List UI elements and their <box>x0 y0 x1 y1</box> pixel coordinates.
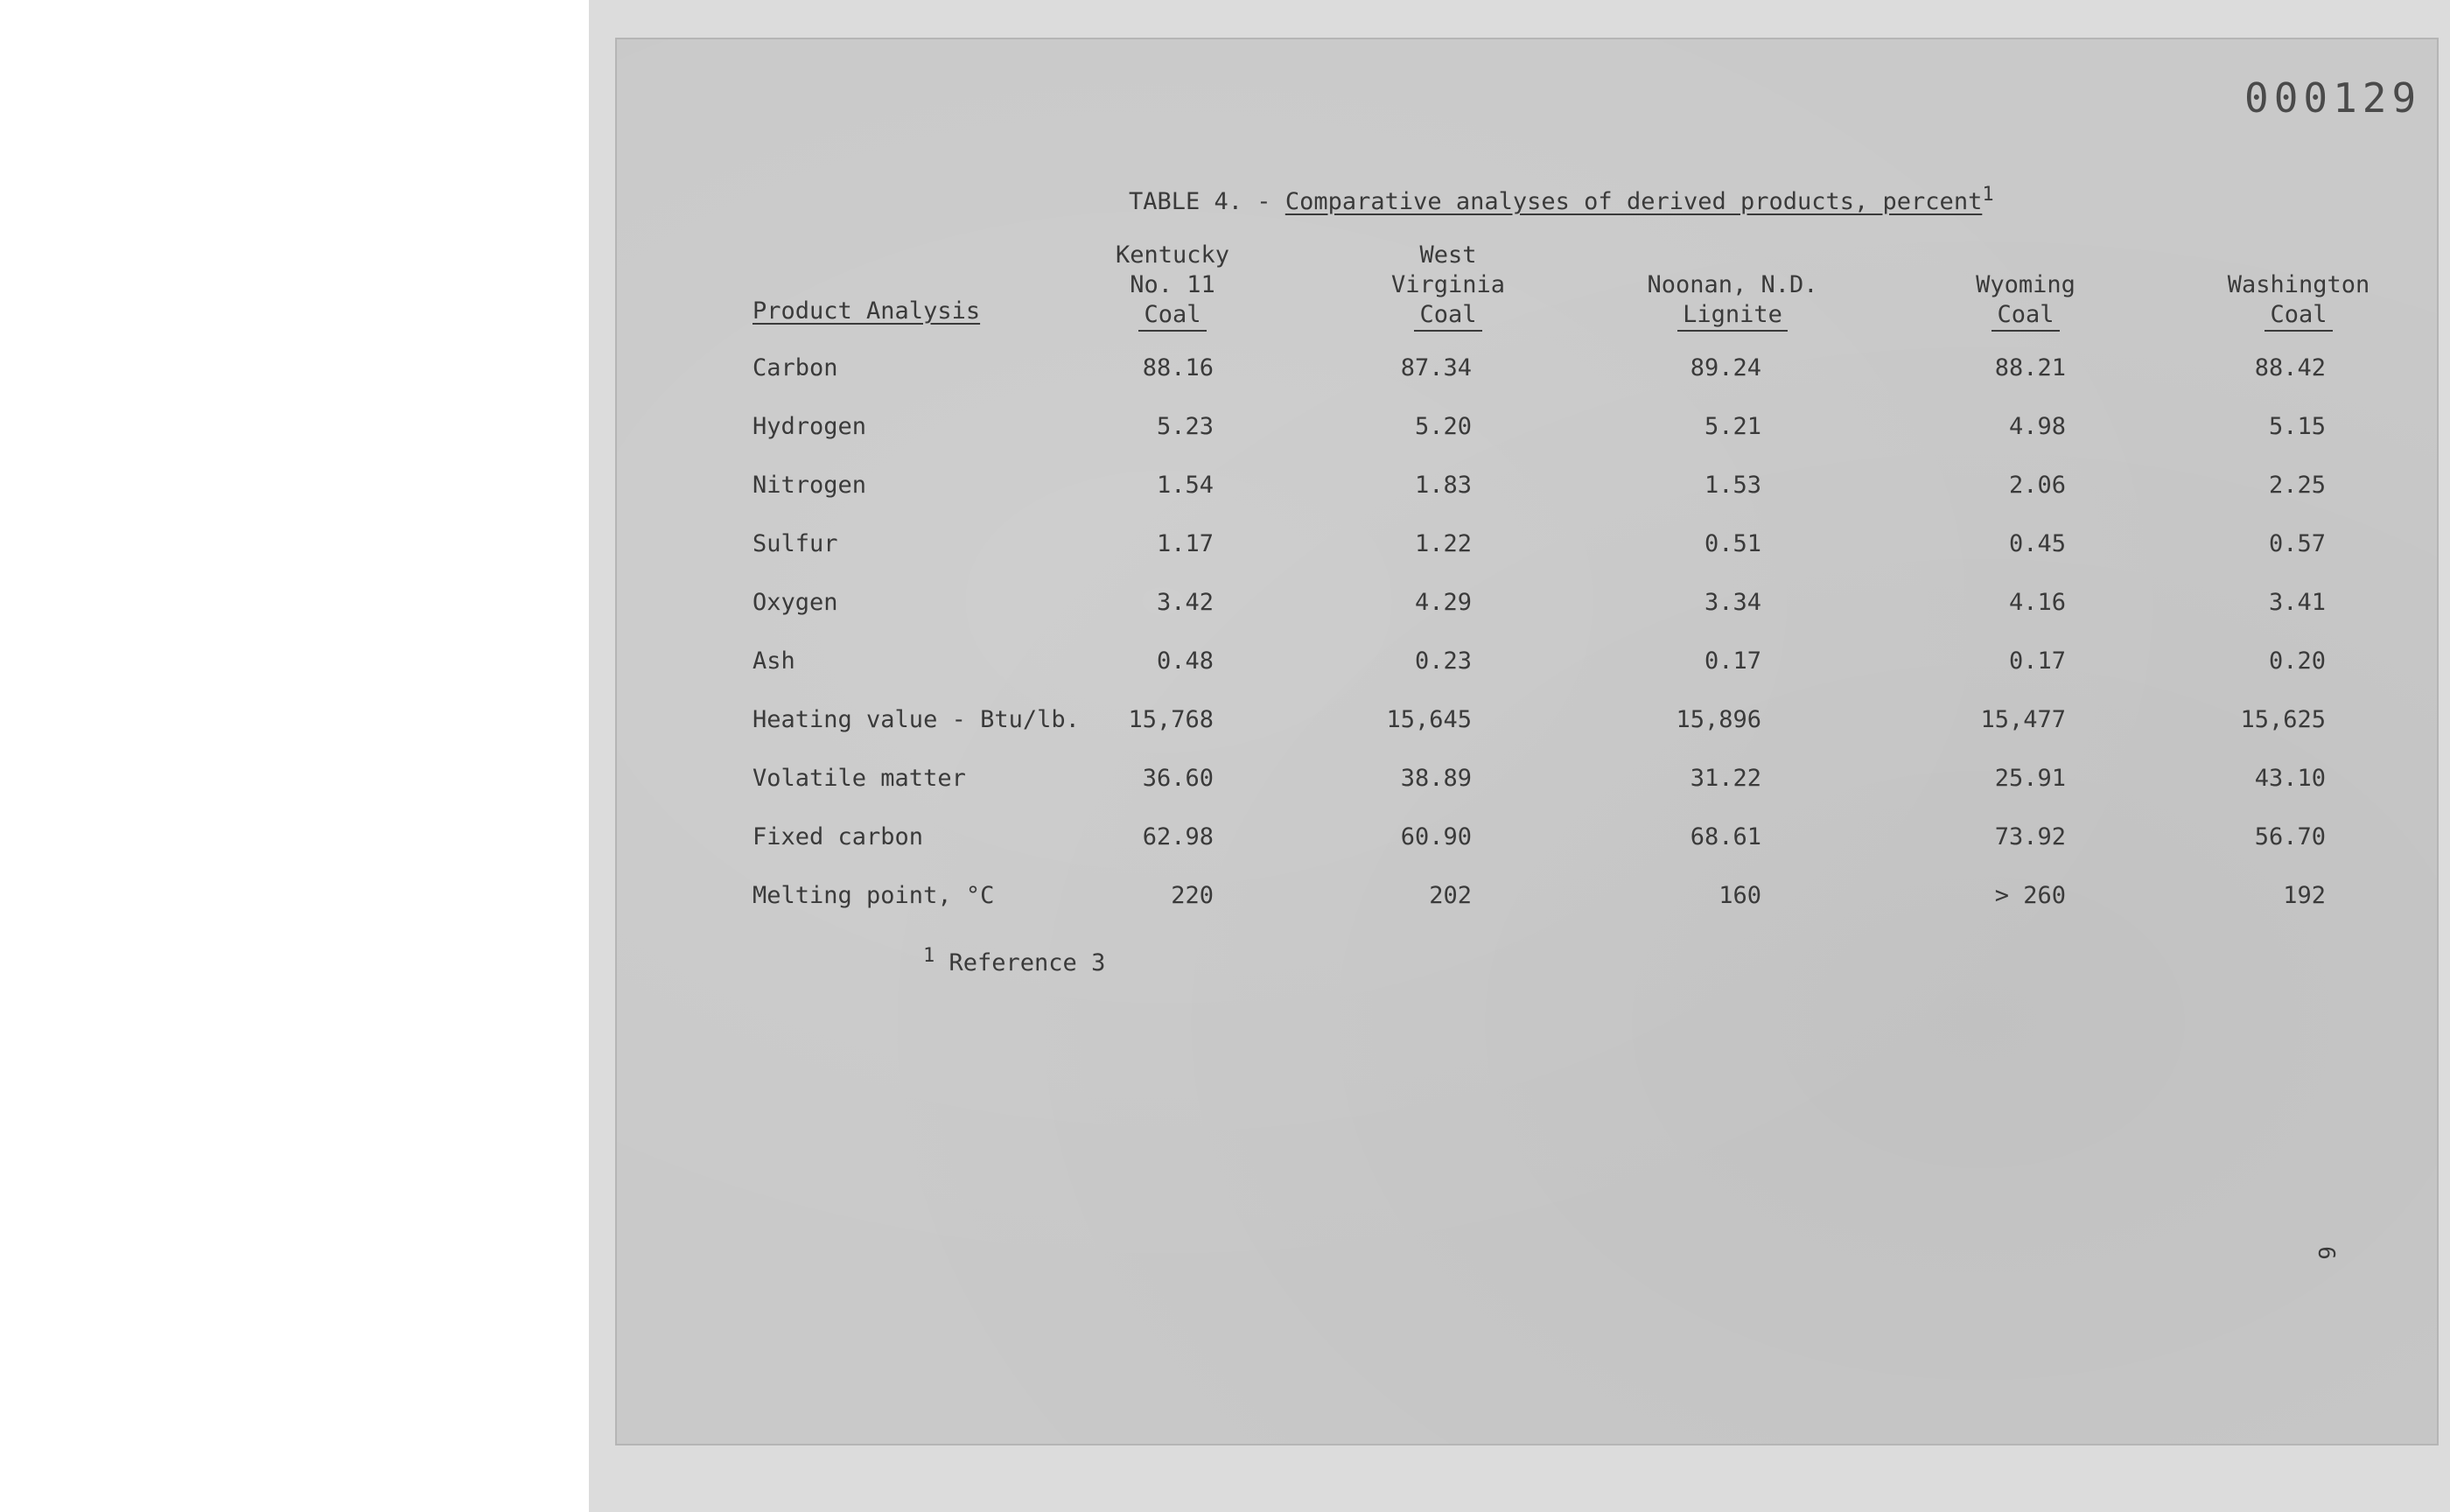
table-row <box>617 530 2437 565</box>
table-title-prefix: TABLE 4. - <box>1129 188 1285 215</box>
column-header-text: Noonan, N.D. <box>1647 271 1818 298</box>
row-label: Fixed carbon <box>752 823 924 850</box>
table-cell: 192 <box>2283 882 2326 909</box>
row-label: Sulfur <box>752 530 838 557</box>
table-cell: 2.06 <box>2008 472 2066 499</box>
row-label: Heating value - Btu/lb. <box>752 706 1080 733</box>
column-header-text: West Virginia <box>1390 242 1506 298</box>
table-cell: 1.22 <box>1414 530 1472 557</box>
stamp-number: 000129 <box>2244 74 2422 122</box>
table-cell: 220 <box>1171 882 1214 909</box>
table-cell: 15,625 <box>2240 706 2326 733</box>
column-header-underlined-text: Coal <box>2264 300 2332 332</box>
table-row <box>617 472 2437 507</box>
row-label: Ash <box>752 648 795 675</box>
table-row <box>617 589 2437 624</box>
table-title-main: Comparative analyses of derived products, percent <box>1284 188 1983 215</box>
column-header-underlined-text: Coal <box>1138 300 1206 332</box>
table-cell: 4.16 <box>2008 589 2066 616</box>
table-cell: 202 <box>1429 882 1472 909</box>
column-header-underlined-text: Coal <box>1992 300 2059 332</box>
table-cell: 87.34 <box>1400 354 1472 382</box>
table-cell: 0.23 <box>1414 648 1472 675</box>
table-cell: 4.29 <box>1414 589 1472 616</box>
column-header <box>2159 270 2439 332</box>
table-cell: 25.91 <box>1994 765 2066 792</box>
side-page-number: 6 <box>2312 1246 2339 1260</box>
table-cell: 4.98 <box>2008 413 2066 440</box>
table-row <box>617 882 2437 917</box>
row-label: Volatile matter <box>752 765 966 792</box>
table-cell: 38.89 <box>1400 765 1472 792</box>
table-cell: 3.42 <box>1156 589 1214 616</box>
table-cell: 0.57 <box>2268 530 2326 557</box>
table-cell: 43.10 <box>2254 765 2326 792</box>
table-row <box>617 706 2437 741</box>
table-cell: 36.60 <box>1142 765 1214 792</box>
table-cell: 68.61 <box>1690 823 1761 850</box>
column-header-underlined-text: Lignite <box>1677 300 1788 332</box>
table-cell: 1.83 <box>1414 472 1472 499</box>
table-cell: 0.51 <box>1704 530 1761 557</box>
column-header <box>1592 270 1872 332</box>
table-cell: 60.90 <box>1400 823 1472 850</box>
table-cell: 0.48 <box>1156 648 1214 675</box>
row-label: Nitrogen <box>752 472 867 499</box>
column-header <box>1886 270 2166 332</box>
column-header-text: Washington <box>2227 271 2370 298</box>
footnote <box>923 945 1105 976</box>
table-cell: 1.54 <box>1156 472 1214 499</box>
table-cell: 3.41 <box>2268 589 2326 616</box>
table-cell: 62.98 <box>1142 823 1214 850</box>
table-cell: 3.34 <box>1704 589 1761 616</box>
column-header-text: Kentucky No. 11 <box>1115 242 1230 298</box>
row-label: Carbon <box>752 354 838 382</box>
table-cell: 31.22 <box>1690 765 1761 792</box>
table-cell: 2.25 <box>2268 472 2326 499</box>
table-cell: 88.16 <box>1142 354 1214 382</box>
table-cell: 88.21 <box>1994 354 2066 382</box>
table-cell: 15,768 <box>1128 706 1214 733</box>
table-cell: 160 <box>1718 882 1761 909</box>
table-cell: 15,645 <box>1386 706 1472 733</box>
table-cell: 0.17 <box>2008 648 2066 675</box>
table-row <box>617 413 2437 448</box>
table-title-footnote-mark: 1 <box>1982 184 1994 206</box>
table-cell: 5.23 <box>1156 413 1214 440</box>
table-cell: > 260 <box>1994 882 2066 909</box>
footnote-text: Reference 3 <box>948 949 1106 976</box>
table-cell: 73.92 <box>1994 823 2066 850</box>
table-cell: 0.20 <box>2268 648 2326 675</box>
row-label: Oxygen <box>752 589 838 616</box>
table-cell: 5.21 <box>1704 413 1761 440</box>
table-cell: 0.17 <box>1704 648 1761 675</box>
table-row <box>617 648 2437 682</box>
table-row <box>617 354 2437 389</box>
table-cell: 5.20 <box>1414 413 1472 440</box>
column-header <box>1032 241 1312 332</box>
table-cell: 1.53 <box>1704 472 1761 499</box>
row-label: Hydrogen <box>752 413 867 440</box>
table-cell: 0.45 <box>2008 530 2066 557</box>
table-cell: 15,896 <box>1676 706 1761 733</box>
table-cell: 15,477 <box>1980 706 2066 733</box>
document-page <box>617 39 2437 1444</box>
table-cell: 5.15 <box>2268 413 2326 440</box>
footnote-mark: 1 <box>923 945 935 967</box>
column-header <box>1308 241 1588 332</box>
table-cell: 88.42 <box>2254 354 2326 382</box>
table-cell: 56.70 <box>2254 823 2326 850</box>
table-cell: 1.17 <box>1156 530 1214 557</box>
column-header-underlined-text: Coal <box>1414 300 1481 332</box>
table-cell: 89.24 <box>1690 354 1761 382</box>
table-row <box>617 823 2437 858</box>
row-header: Product Analysis <box>752 298 981 325</box>
table-title <box>1129 184 1994 215</box>
row-label: Melting point, °C <box>752 882 995 909</box>
column-header-text: Wyoming <box>1976 271 2076 298</box>
table-row <box>617 765 2437 800</box>
